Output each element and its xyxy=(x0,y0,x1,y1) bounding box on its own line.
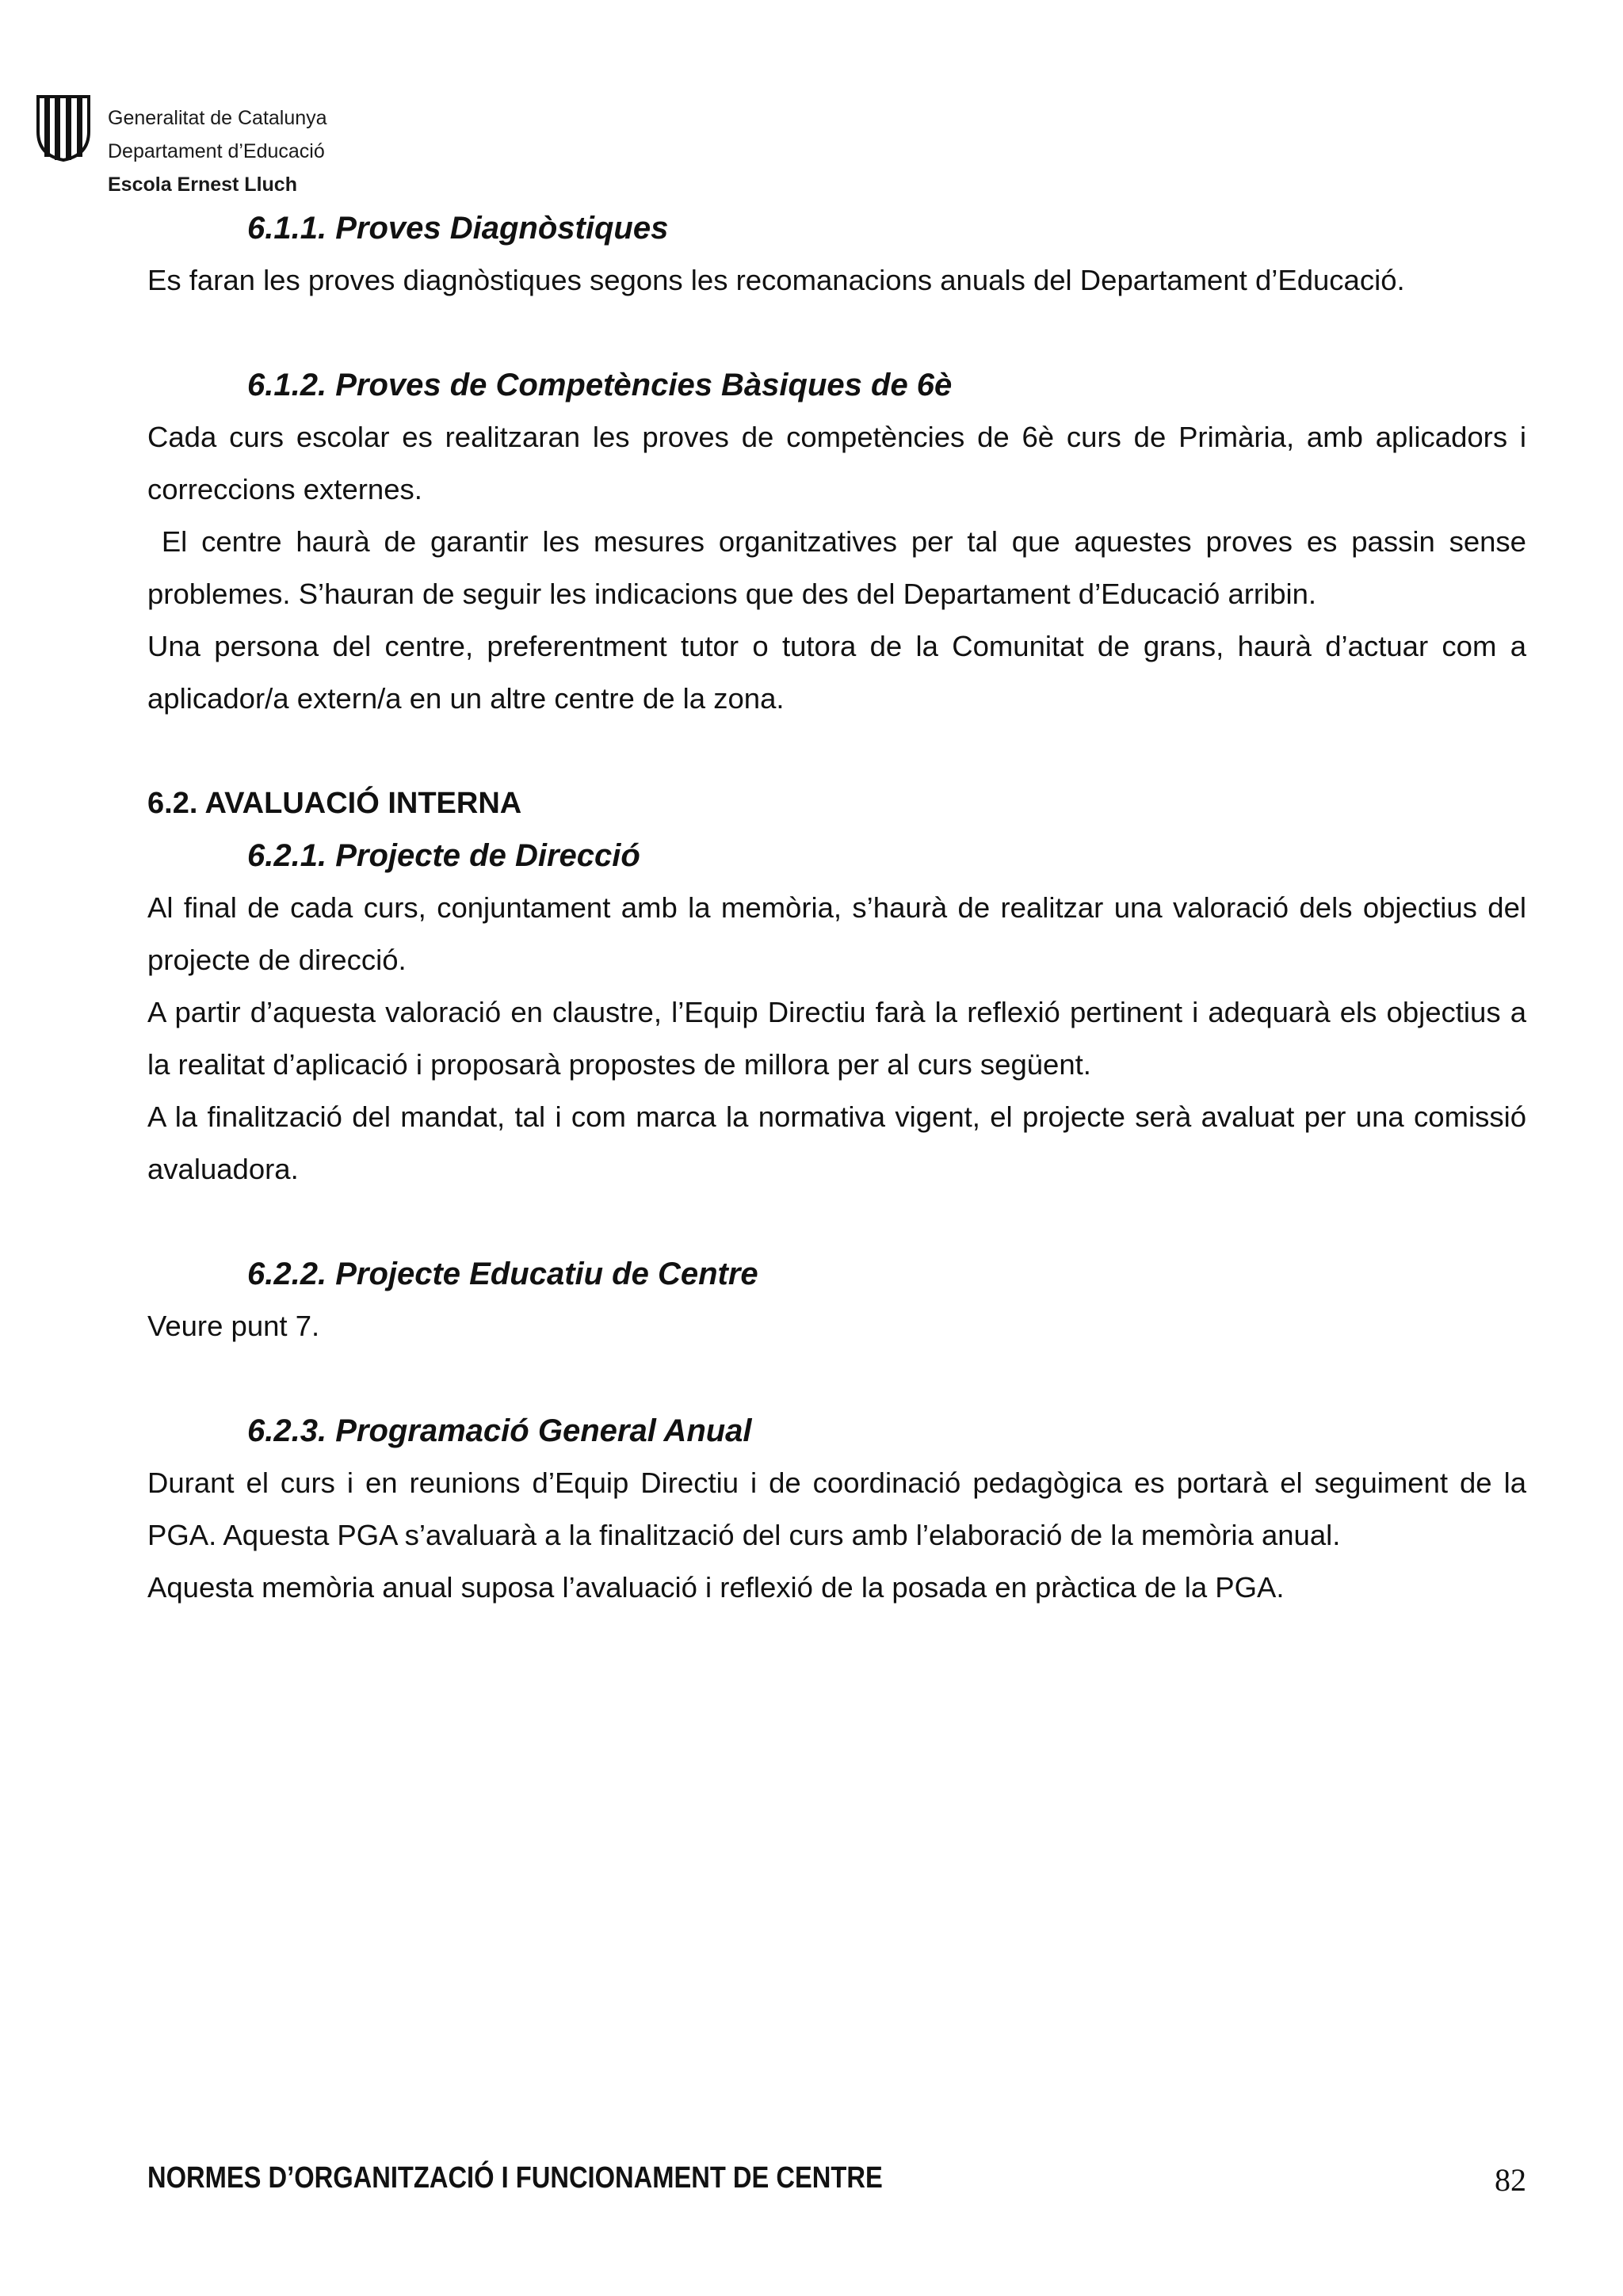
org-name-generalitat: Generalitat de Catalunya xyxy=(108,107,327,129)
paragraph-6-1-1: Es faran les proves diagnòstiques segons les recomanacions anuals del Departament d’Educació. xyxy=(147,264,1405,296)
heading-6-2: 6.2. AVALUACIÓ INTERNA xyxy=(147,787,522,820)
paragraph-6-2-1-c: A la finalització del mandat, tal i com marca la normativa vigent, el projecte serà avaluat per una comissió avaluadora. xyxy=(147,1100,1526,1185)
paragraph-6-2-2: Veure punt 7. xyxy=(147,1310,320,1342)
paragraph-6-2-3-a: Durant el curs i en reunions d’Equip Directiu i de coordinació pedagògica es portarà el seguiment de la PGA. Aquesta PGA s’avaluarà a la finalització del curs amb l’elaboració de la memòria anual. xyxy=(147,1466,1526,1551)
paragraph-6-2-3-b: Aquesta memòria anual suposa l’avaluació i reflexió de la posada en pràctica de la PGA. xyxy=(147,1571,1285,1604)
heading-6-1-1: 6.1.1. Proves Diagnòstiques xyxy=(247,211,669,246)
paragraph-6-1-2-a: Cada curs escolar es realitzaran les proves de competències de 6è curs de Primària, amb aplicadors i correccions externes. xyxy=(147,421,1526,505)
main-content xyxy=(147,202,1535,1614)
heading-6-2-2: 6.2.2. Projecte Educatiu de Centre xyxy=(247,1257,758,1291)
paragraph-6-2-1-b: A partir d’aquesta valoració en claustre, l’Equip Directiu farà la reflexió pertinent i adequarà els objectius a la realitat d’aplicació i proposarà propostes de millora per al curs següent. xyxy=(147,996,1526,1081)
school-name: Escola Ernest Lluch xyxy=(108,174,297,196)
page-footer xyxy=(147,2161,1526,2209)
heading-6-1-2: 6.1.2. Proves de Competències Bàsiques de 6è xyxy=(247,368,953,402)
heading-6-2-1: 6.2.1. Projecte de Direcció xyxy=(247,838,640,873)
org-name-departament: Departament d’Educació xyxy=(108,140,325,162)
letterhead xyxy=(35,93,447,204)
paragraph-6-1-2-b: El centre haurà de garantir les mesures organitzatives per tal que aquestes proves es passin sense problemes. S’hauran de seguir les indicacions que des del Departament d’Educació arribin. xyxy=(147,525,1535,610)
footer-document-title: NORMES D’ORGANITZACIÓ I FUNCIONAMENT DE CENTRE xyxy=(147,2161,883,2195)
heading-6-2-3: 6.2.3. Programació General Anual xyxy=(247,1413,752,1448)
paragraph-6-2-1-a: Al final de cada curs, conjuntament amb la memòria, s’haurà de realitzar una valoració dels objectius del projecte de direcció. xyxy=(147,891,1526,976)
page-number: 82 xyxy=(1495,2162,1526,2198)
paragraph-6-1-2-c: Una persona del centre, preferentment tutor o tutora de la Comunitat de grans, haurà d’actuar com a aplicador/a extern/a en un altre centre de la zona. xyxy=(147,630,1526,715)
catalonia-coat-of-arms-icon xyxy=(35,93,92,162)
